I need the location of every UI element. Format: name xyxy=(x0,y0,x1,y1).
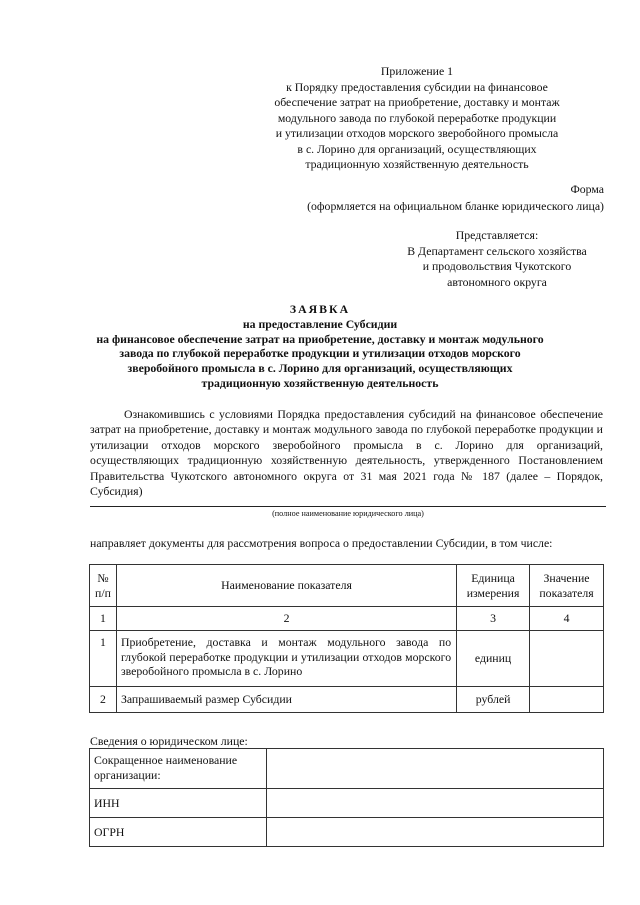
appendix-line: модульного завода по глубокой переработке продукции xyxy=(277,110,557,125)
header-unit: Единица измерения xyxy=(457,565,530,607)
appendix-line: и утилизации отходов морского зверобойного промысла xyxy=(275,126,559,140)
title-line: завода по глубокой переработке продукции и утилизации отходов морского xyxy=(119,346,521,361)
title-line: на предоставление Субсидии xyxy=(242,316,398,331)
title-line: на финансовое обеспечение затрат на приобретение, доставку и монтаж модульного xyxy=(96,331,544,346)
table-row xyxy=(90,631,604,687)
table-header-row xyxy=(90,565,604,607)
addressee-line: Представляется: xyxy=(455,228,539,242)
title-line: зверобойного промысла в с. Лорино для организаций, осуществляющих xyxy=(127,361,513,376)
addressee-line: В Департамент сельского хозяйства xyxy=(407,243,587,258)
col-number: 2 xyxy=(116,607,456,631)
appendix-line: обеспечение затрат на приобретение, доставку и монтаж xyxy=(274,95,560,109)
table-row xyxy=(90,818,604,847)
application-title xyxy=(60,302,580,391)
field-label: Сокращенное наименование организации: xyxy=(90,749,267,789)
col-number: 3 xyxy=(457,607,530,631)
field-label: ОГРН xyxy=(90,818,267,847)
legal-entity-table xyxy=(89,748,604,847)
title-word: ЗАЯВКА xyxy=(289,302,351,316)
indicator-unit: рублей xyxy=(457,687,530,713)
addressee-line: автономного округа xyxy=(447,274,547,289)
indicator-value-cell[interactable] xyxy=(530,631,604,687)
row-number: 2 xyxy=(90,687,117,713)
organization-name-line[interactable] xyxy=(90,506,606,507)
intro-text: Ознакомившись с условиями Порядка предоставления субсидий на финансовое обеспечение затрат на приобретение, доставку и монтаж модульного завода по глубокой переработке продукции и утилизации отходов морского зверобойного промысла в с. Лорино для организаций, осуществляющих традиционную хозяйственную деятельность, утвержденного Постановлением Правительства Чукотского автономного округа от 31 мая 2021 года № 187 (далее – Порядок, Субсидия) xyxy=(90,407,603,499)
intro-paragraph xyxy=(90,407,603,499)
field-value-cell[interactable] xyxy=(266,789,603,818)
indicator-name: Приобретение, доставка и монтаж модульного завода по глубокой переработке продукции и утилизации отходов морского зверобойного промысла в с. Лорино xyxy=(116,631,456,687)
appendix-block xyxy=(262,64,572,173)
column-number-row xyxy=(90,607,604,631)
indicators-table xyxy=(89,564,604,713)
official-blank-note: (оформляется на официальном бланке юридического лица) xyxy=(307,199,604,213)
table-row xyxy=(90,749,604,789)
form-label: Форма xyxy=(570,182,604,196)
field-value-cell[interactable] xyxy=(266,818,603,847)
title-line: традиционную хозяйственную деятельность xyxy=(201,375,439,390)
col-number: 1 xyxy=(90,607,117,631)
addressee-line: и продовольствия Чукотского xyxy=(422,259,572,273)
header-num: № п/п xyxy=(90,565,117,607)
header-name: Наименование показателя xyxy=(116,565,456,607)
appendix-line: к Порядку предоставления субсидии на финансовое xyxy=(286,79,548,94)
indicator-unit: единиц xyxy=(457,631,530,687)
appendix-line: традиционную хозяйственную деятельность xyxy=(305,157,529,171)
header-value: Значение показателя xyxy=(530,565,604,607)
indicator-name: Запрашиваемый размер Субсидии xyxy=(116,687,456,713)
field-value-cell[interactable] xyxy=(266,749,603,789)
appendix-line: Приложение 1 xyxy=(380,64,454,78)
sends-documents-text: направляет документы для рассмотрения вопроса о предоставлении Субсидии, в том числе: xyxy=(90,536,553,550)
col-number: 4 xyxy=(530,607,604,631)
table-row xyxy=(90,687,604,713)
indicator-value-cell[interactable] xyxy=(530,687,604,713)
row-number: 1 xyxy=(90,631,117,687)
table-row xyxy=(90,789,604,818)
organization-name-caption: (полное наименование юридического лица) xyxy=(272,509,424,518)
field-label: ИНН xyxy=(90,789,267,818)
legal-entity-title: Сведения о юридическом лице: xyxy=(90,734,248,748)
addressee-block xyxy=(390,228,604,290)
appendix-line: в с. Лорино для организаций, осуществляющих xyxy=(297,141,537,156)
